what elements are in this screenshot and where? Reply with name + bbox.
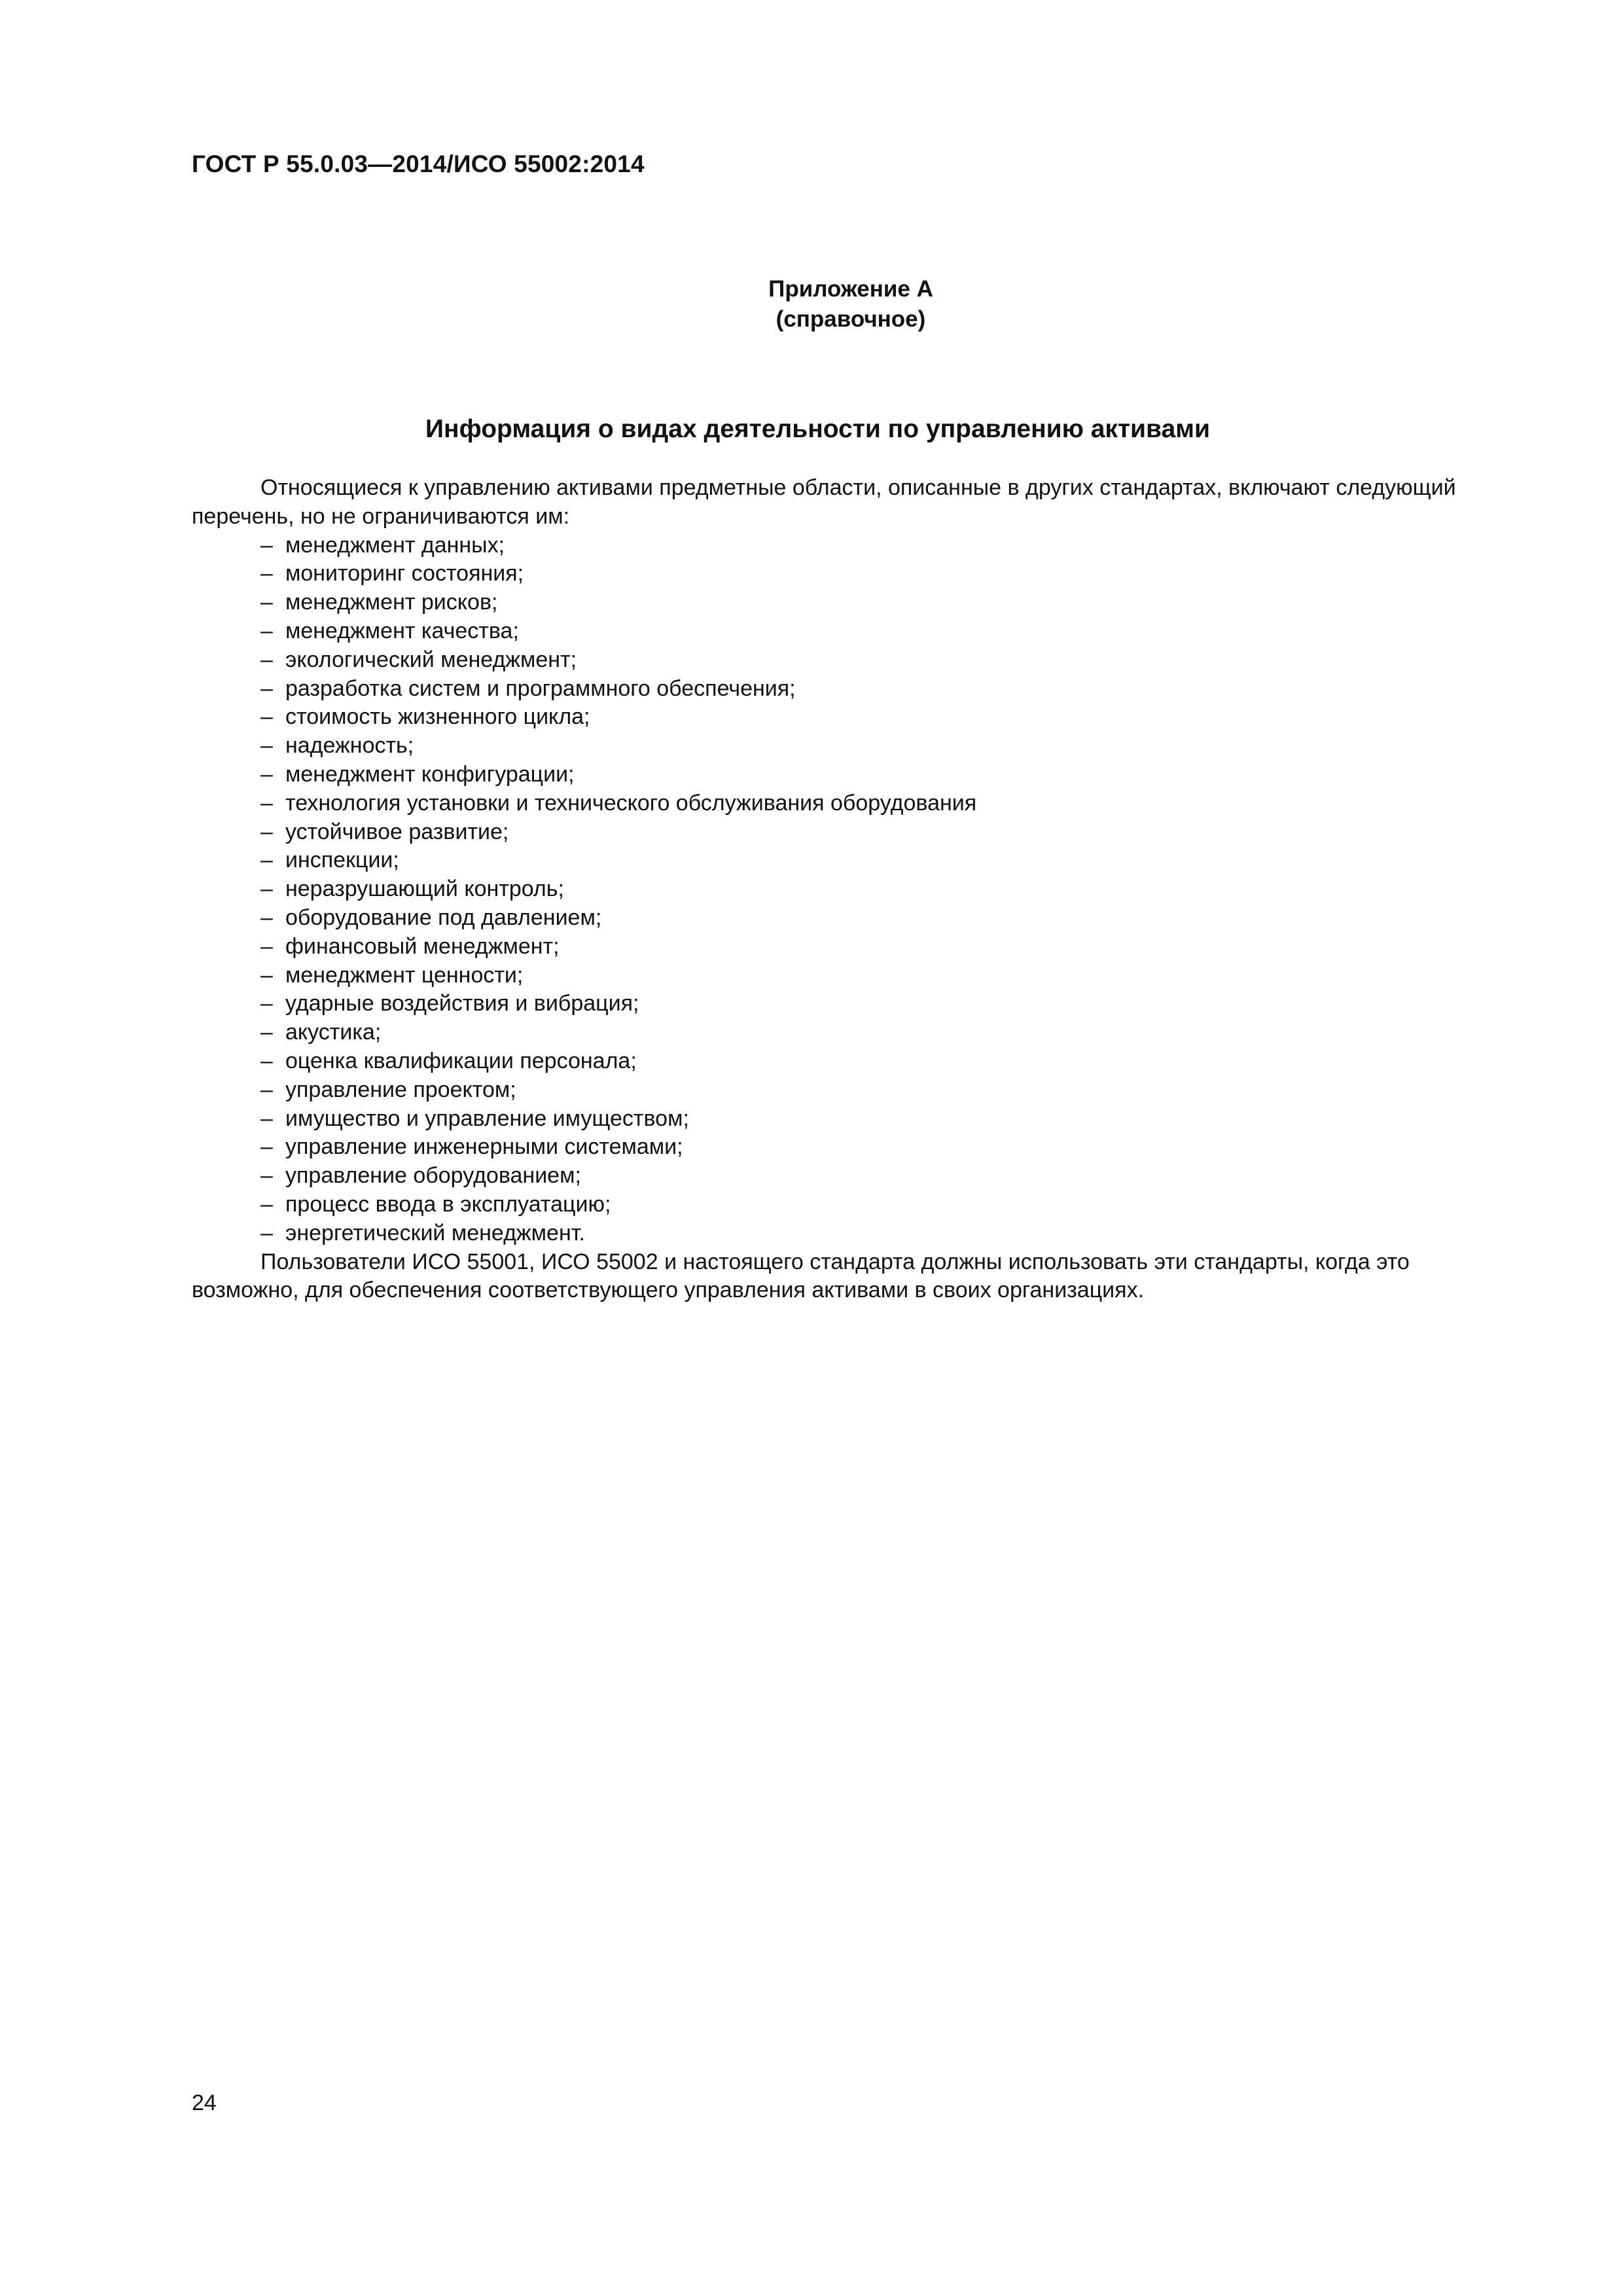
list-item <box>192 961 1501 990</box>
list-marker: – <box>260 590 273 615</box>
list-marker: – <box>260 1020 273 1045</box>
list-marker: – <box>260 733 273 759</box>
list-marker: – <box>260 1163 273 1189</box>
list-item-text: ударные воздействия и вибрация; <box>285 991 639 1016</box>
list-marker: – <box>260 819 273 844</box>
list-marker: – <box>260 991 273 1016</box>
list-item-text: акустика; <box>285 1020 382 1045</box>
list-item <box>192 588 1501 617</box>
list-item <box>192 1162 1501 1191</box>
list-item <box>192 646 1501 675</box>
list-item-text: экологический менеджмент; <box>285 647 577 672</box>
list-item-text: оценка квалификации персонала; <box>285 1048 637 1073</box>
list-marker: – <box>260 1077 273 1102</box>
list-marker: – <box>260 1191 273 1217</box>
list-marker: – <box>260 1220 273 1246</box>
list-item-text: управление инженерными системами; <box>285 1134 683 1160</box>
list-item <box>192 675 1501 704</box>
list-item-text: стоимость жизненного цикла; <box>285 704 590 730</box>
list-item-text: менеджмент конфигурации; <box>285 761 575 787</box>
document-header: ГОСТ Р 55.0.03—2014/ИСО 55002:2014 <box>192 151 645 177</box>
list-item-text: энергетический менеджмент. <box>285 1220 585 1246</box>
list-item-text: управление проектом; <box>285 1077 516 1102</box>
list-marker: – <box>260 761 273 787</box>
list-item-text: инспекции; <box>285 848 399 873</box>
list-item-text: мониторинг состояния; <box>285 561 524 586</box>
section-title: Информация о видах деятельности по управлению активами <box>425 415 1211 443</box>
appendix-heading <box>0 274 1623 334</box>
list-item <box>192 875 1501 904</box>
list-item <box>192 761 1501 789</box>
list-item <box>192 933 1501 961</box>
list-marker: – <box>260 790 273 816</box>
list-item <box>192 1018 1501 1047</box>
list-marker: – <box>260 704 273 730</box>
page-number: 24 <box>192 2090 217 2115</box>
list-marker: – <box>260 561 273 586</box>
list-item-text: оборудование под давлением; <box>285 905 602 930</box>
list-item-text: неразрушающий контроль; <box>285 876 564 902</box>
list-item <box>192 531 1501 560</box>
list-item-text: менеджмент ценности; <box>285 962 524 988</box>
list-item-text: менеджмент данных; <box>285 532 505 558</box>
list-marker: – <box>260 905 273 930</box>
list-item <box>192 1047 1501 1076</box>
list-marker: – <box>260 618 273 643</box>
list-item-text: устойчивое развитие; <box>285 819 509 844</box>
list-item-text: разработка систем и программного обеспечения; <box>285 675 796 701</box>
list-item-text: управление оборудованием; <box>285 1163 581 1189</box>
list-item-text: менеджмент качества; <box>285 618 519 643</box>
list-item <box>192 1076 1501 1105</box>
list-item <box>192 703 1501 732</box>
closing-paragraph: Пользователи ИСО 55001, ИСО 55002 и настоящего стандарта должны использовать эти стандарты, когда это возможно, для обеспечения соответствующего управления активами в своих организациях. <box>192 1249 1410 1303</box>
list-item <box>192 904 1501 933</box>
list-item <box>192 617 1501 646</box>
list-item <box>192 789 1501 818</box>
list-item <box>192 1191 1501 1219</box>
list-marker: – <box>260 647 273 672</box>
list-marker: – <box>260 1048 273 1073</box>
document-body <box>192 474 1501 1305</box>
list-item-text: процесс ввода в эксплуатацию; <box>285 1191 611 1217</box>
list-item-text: надежность; <box>285 733 414 759</box>
list-marker: – <box>260 876 273 902</box>
list-marker: – <box>260 848 273 873</box>
list-marker: – <box>260 532 273 558</box>
list-item <box>192 732 1501 761</box>
intro-paragraph: Относящиеся к управлению активами предметные области, описанные в других стандартах, включают следующий перечень, но не ограничиваются им: <box>192 475 1456 529</box>
list-item-text: технология установки и технического обслуживания оборудования <box>285 790 977 816</box>
list-item <box>192 1133 1501 1162</box>
list-item <box>192 990 1501 1018</box>
appendix-title: Приложение А <box>768 276 933 302</box>
list-item <box>192 818 1501 847</box>
appendix-kind: (справочное) <box>776 306 926 332</box>
list-marker: – <box>260 962 273 988</box>
list-marker: – <box>260 675 273 701</box>
list-item <box>192 560 1501 588</box>
list-item <box>192 1105 1501 1134</box>
subject-area-list <box>192 531 1501 1248</box>
list-item-text: имущество и управление имуществом; <box>285 1105 689 1131</box>
list-marker: – <box>260 933 273 959</box>
list-item-text: финансовый менеджмент; <box>285 933 560 959</box>
list-item <box>192 1219 1501 1248</box>
list-marker: – <box>260 1105 273 1131</box>
list-marker: – <box>260 1134 273 1160</box>
list-item <box>192 846 1501 875</box>
list-item-text: менеджмент рисков; <box>285 590 498 615</box>
